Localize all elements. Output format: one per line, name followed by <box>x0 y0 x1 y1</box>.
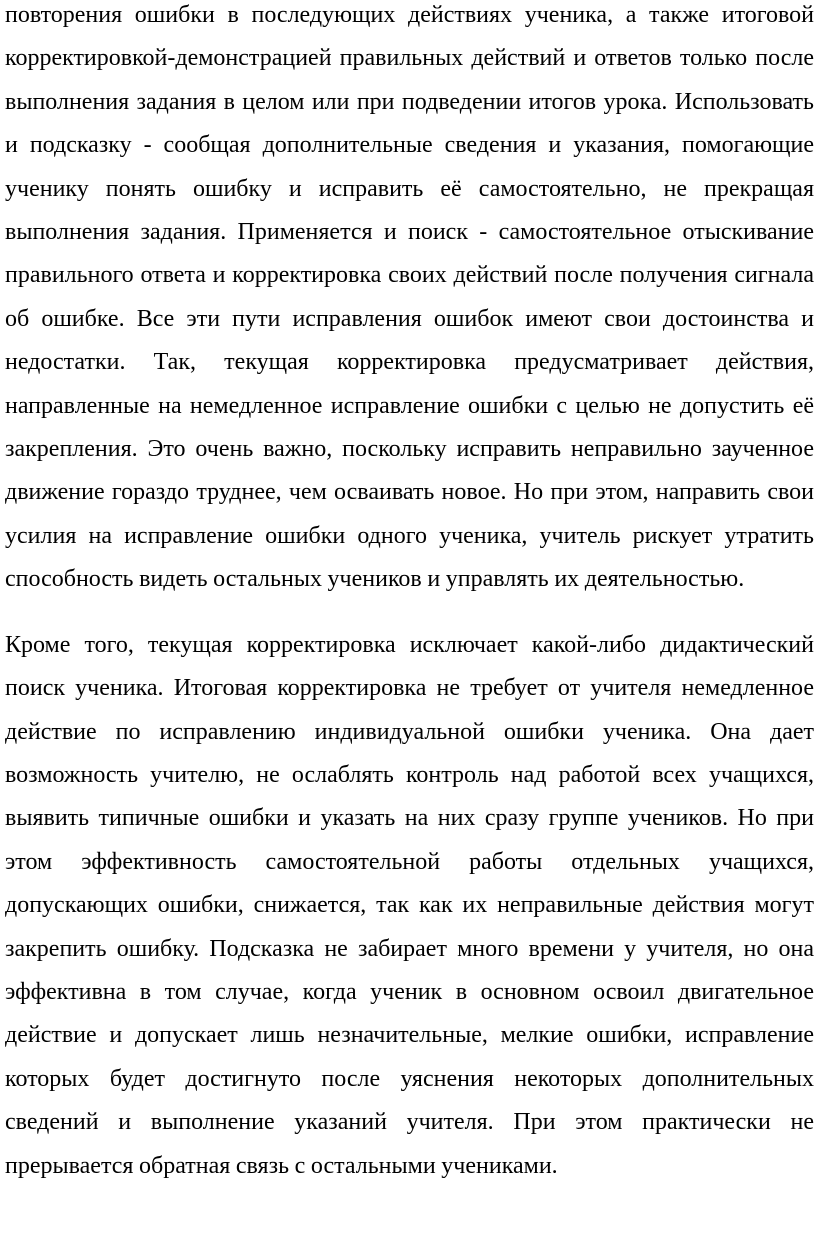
paragraph-2: Кроме того, текущая корректировка исключает какой-либо дидактический поиск ученика. Итоговая корректировка не требует от учителя немедленное действие по исправлению индивидуальной ошибки ученика. Она дает возможность учителю, не ослаблять контроль над работой всех учащихся, выявить типичные ошибки и указать на них сразу группе учеников. Но при этом эффективность самостоятельной работы отдельных учащихся, допускающих ошибки, снижается, так как их неправильные действия могут закрепить ошибку. Подсказка не забирает много времени у учителя, но она эффективна в том случае, когда ученик в основном освоил двигательное действие и допускает лишь незначительные, мелкие ошибки, исправление которых будет достигнуто после уяснения некоторых дополнительных сведений и выполнение указаний учителя. При этом практически не прерывается обратная связь с остальными учениками. <box>5 631 814 1179</box>
paragraph-1: повторения ошибки в последующих действиях ученика, а также итоговой корректировкой-демонстрацией правильных действий и ответов только после выполнения задания в целом или при подведении итогов урока. Использовать и подсказку - сообщая дополнительные сведения и указания, помогающие ученику понять ошибку и исправить её самостоятельно, не прекращая выполнения задания. Применяется и поиск - самостоятельное отыскивание правильного ответа и корректировка своих действий после получения сигнала об ошибке. Все эти пути исправления ошибок имеют свои достоинства и недостатки. Так, текущая корректировка предусматривает действия, направленные на немедленное исправление ошибки с целью не допустить её закрепления. Это очень важно, поскольку исправить неправильно заученное движение гораздо труднее, чем осваивать новое. Но при этом, направить свои усилия на исправление ошибки одного ученика, учитель рискует утратить способность видеть остальных учеников и управлять их деятельностью. <box>5 2 814 593</box>
